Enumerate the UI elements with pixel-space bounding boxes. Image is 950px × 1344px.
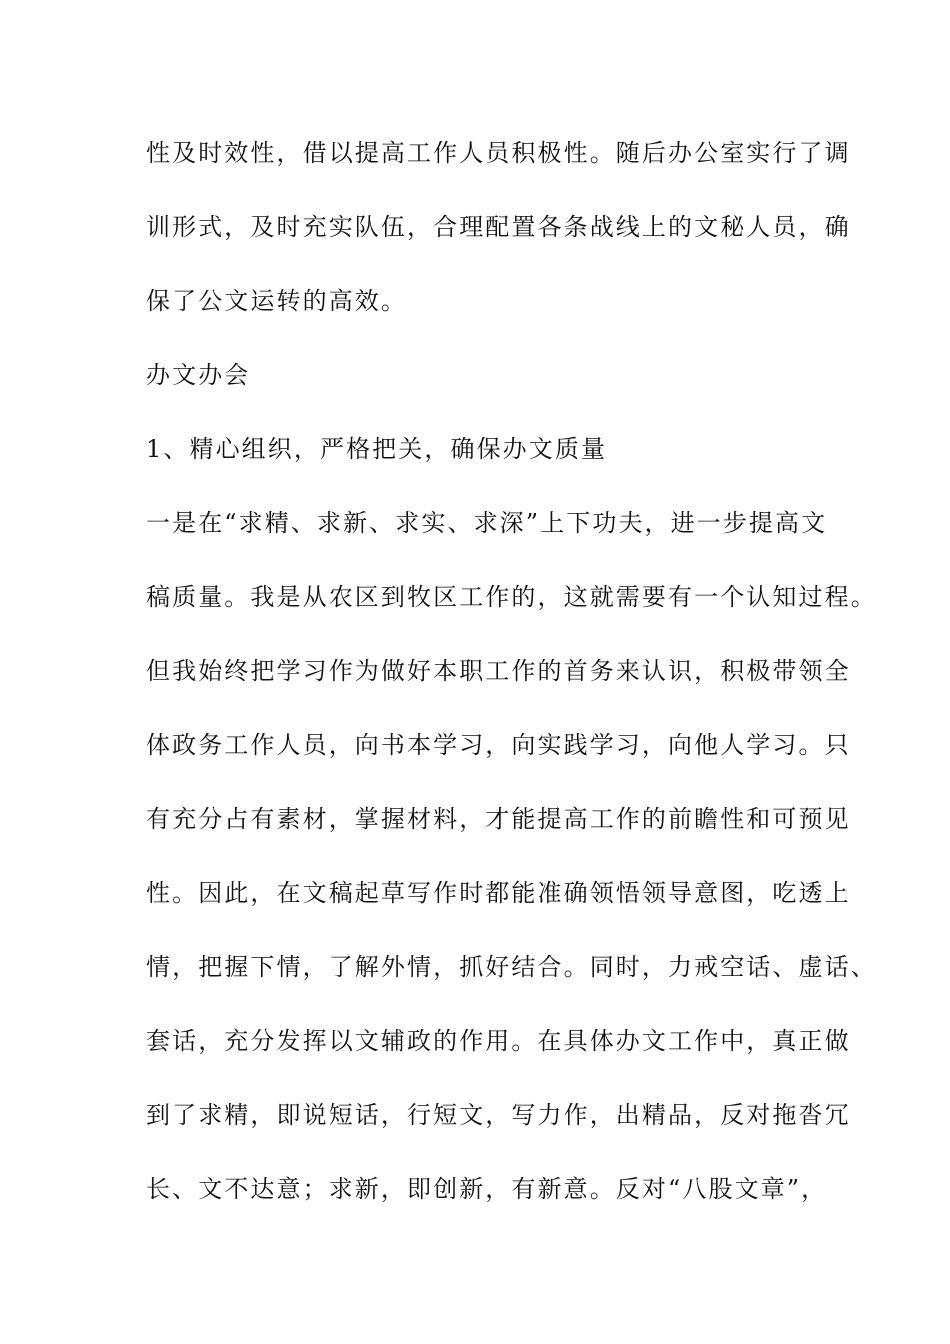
subsection-heading: 1、精心组织，严格把关，确保办文质量	[146, 435, 608, 463]
text-line: 但我始终把学习作为做好本职工作的首务来认识，积极带领全	[146, 657, 851, 685]
text-line: 保了公文运转的高效。	[146, 287, 407, 315]
text-line: 性。因此，在文稿起草写作时都能准确领悟领导意图，吃透上	[146, 879, 851, 907]
text-line: 训形式，及时充实队伍，合理配置各条战线上的文秘人员，确	[146, 213, 851, 241]
text-line: 套话，充分发挥以文辅政的作用。在具体办文工作中，真正做	[146, 1027, 851, 1055]
document-body	[146, 133, 877, 1243]
text-line: 性及时效性，借以提高工作人员积极性。随后办公室实行了调	[146, 139, 851, 167]
text-line: 情，把握下情，了解外情，抓好结合。同时，力戒空话、虚话、	[146, 953, 877, 981]
text-line: 稿质量。我是从农区到牧区工作的，这就需要有一个认知过程。	[146, 583, 877, 611]
text-line: 体政务工作人员，向书本学习，向实践学习，向他人学习。只	[146, 731, 851, 759]
text-line: 一是在“求精、求新、求实、求深”上下功夫，进一步提高文	[146, 509, 828, 537]
text-line: 长、文不达意；求新，即创新，有新意。反对“八股文章”，	[146, 1175, 828, 1203]
text-line: 到了求精，即说短话，行短文，写力作，出精品，反对拖沓冗	[146, 1101, 851, 1129]
text-line: 有充分占有素材，掌握材料，才能提高工作的前瞻性和可预见	[146, 805, 851, 833]
section-heading: 办文办会	[146, 361, 251, 389]
